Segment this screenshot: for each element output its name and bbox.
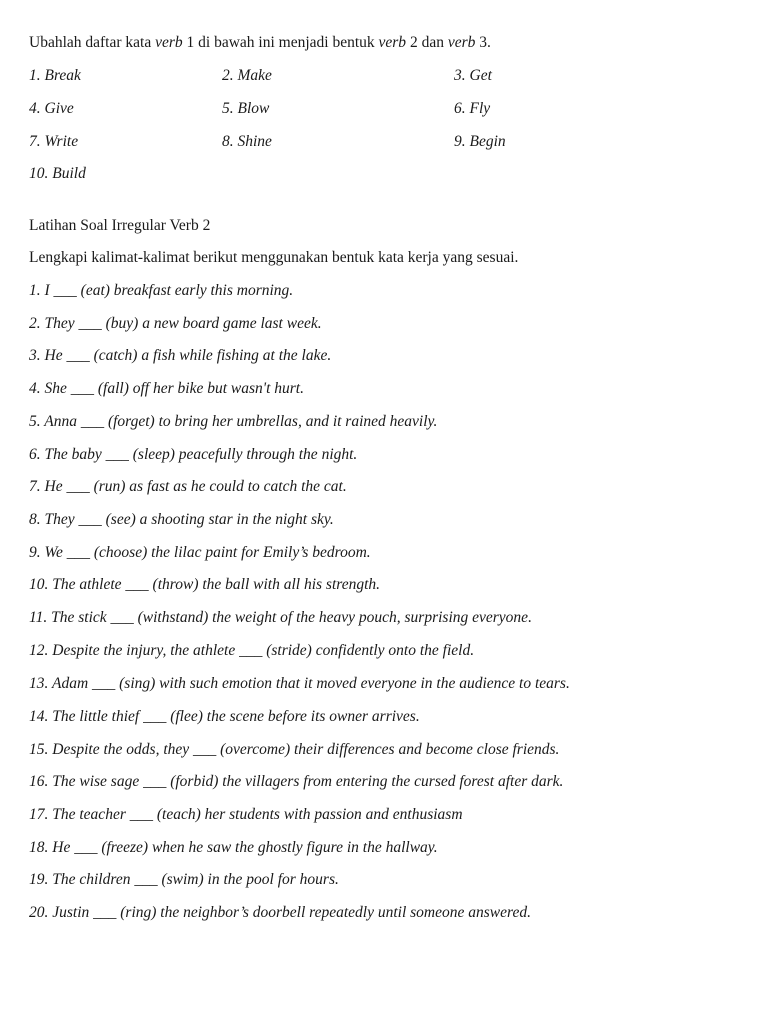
sentence-item: 2. They ___ (buy) a new board game last week. (29, 315, 322, 332)
sentence-item: 7. He ___ (run) as fast as he could to catch the cat. (29, 478, 347, 495)
instruction-part-2: 1 di bawah ini menjadi bentuk (182, 34, 379, 51)
instruction-part-4: 3. (475, 34, 491, 51)
sentence-item: 14. The little thief ___ (flee) the scene before its owner arrives. (29, 708, 420, 725)
section-title: Latihan Soal Irregular Verb 2 (29, 217, 211, 234)
document-page (29, 0, 748, 1024)
sentence-item: 9. We ___ (choose) the lilac paint for Emily’s bedroom. (29, 544, 371, 561)
sentence-item: 15. Despite the odds, they ___ (overcome) their differences and become close friends. (29, 741, 560, 758)
verb-row (29, 99, 729, 119)
sentence-item: 8. They ___ (see) a shooting star in the night sky. (29, 511, 334, 528)
verb-item: 9. Begin (454, 133, 506, 150)
instruction-verb-2: verb (378, 34, 407, 51)
verb-item: 1. Break (29, 67, 81, 84)
sentence-item: 11. The stick ___ (withstand) the weight of the heavy pouch, surprising everyone. (29, 609, 532, 626)
sentence-item: 5. Anna ___ (forget) to bring her umbrellas, and it rained heavily. (29, 413, 438, 430)
verb-item: 3. Get (454, 67, 492, 84)
sentence-item: 6. The baby ___ (sleep) peacefully through the night. (29, 446, 358, 463)
verb-item: 8. Shine (222, 133, 272, 150)
instruction-part-1: Ubahlah daftar kata (29, 34, 156, 51)
sentence-item: 12. Despite the injury, the athlete ___ (stride) confidently onto the field. (29, 642, 475, 659)
verb-item: 5. Blow (222, 100, 270, 117)
instruction-text (29, 33, 491, 53)
verb-item: 10. Build (29, 165, 86, 182)
verb-item: 4. Give (29, 100, 74, 117)
sentence-item: 4. She ___ (fall) off her bike but wasn't hurt. (29, 380, 304, 397)
instruction-verb-3: verb (447, 34, 476, 51)
verb-row (29, 132, 729, 152)
sentence-item: 18. He ___ (freeze) when he saw the ghostly figure in the hallway. (29, 839, 438, 856)
verb-item: 7. Write (29, 133, 79, 150)
verb-item: 2. Make (222, 67, 272, 84)
sentence-item: 17. The teacher ___ (teach) her students with passion and enthusiasm (29, 806, 463, 823)
sentence-item: 10. The athlete ___ (throw) the ball with all his strength. (29, 576, 381, 593)
sentence-item: 20. Justin ___ (ring) the neighbor’s doorbell repeatedly until someone answered. (29, 904, 531, 921)
instruction-part-3: 2 dan (406, 34, 448, 51)
verb-row (29, 66, 729, 86)
sentence-item: 16. The wise sage ___ (forbid) the villagers from entering the cursed forest after dark. (29, 773, 564, 790)
section-instruction: Lengkapi kalimat-kalimat berikut menggunakan bentuk kata kerja yang sesuai. (29, 249, 519, 266)
verb-item: 6. Fly (454, 100, 491, 117)
sentence-item: 3. He ___ (catch) a fish while fishing at the lake. (29, 347, 332, 364)
sentence-item: 13. Adam ___ (sing) with such emotion that it moved everyone in the audience to tears. (29, 675, 570, 692)
sentence-item: 19. The children ___ (swim) in the pool for hours. (29, 871, 339, 888)
sentence-item: 1. I ___ (eat) breakfast early this morning. (29, 282, 294, 299)
verb-row (29, 164, 729, 184)
instruction-verb-1: verb (155, 34, 183, 51)
